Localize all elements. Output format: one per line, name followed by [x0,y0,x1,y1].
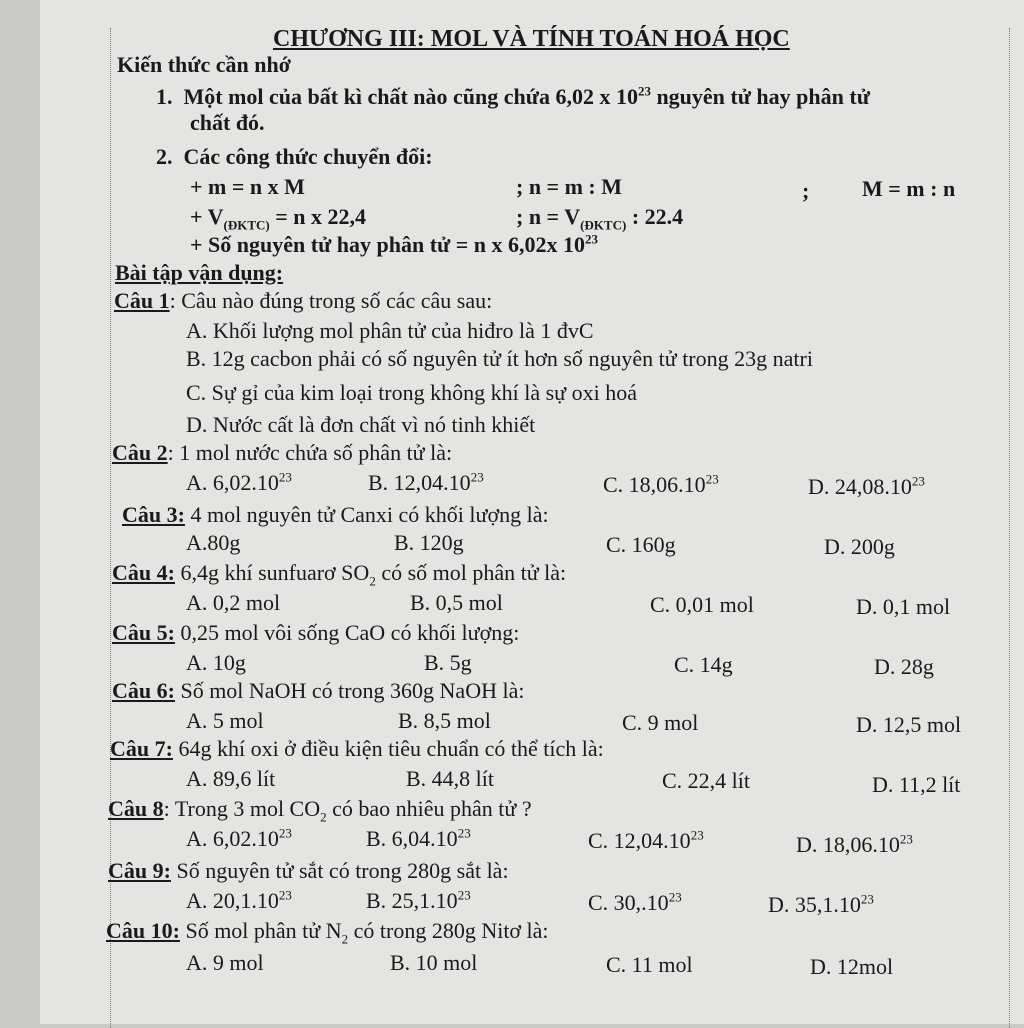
q1-option-a: A. Khối lượng mol phân tử của hiđro là 1 đvC [186,318,594,343]
formula-mol-volume: ; $n = V_{(ĐKTC)}$ : 22.4 [516,204,684,233]
question-8: Câu 8: Trong 3 mol $CO_2$ có bao nhiêu phân tử ? [108,796,532,825]
question-3: Câu 3: 4 mol nguyên tử Canxi có khối lượng là: [122,502,549,527]
question-4: Câu 4: 6,4g khí sunfuarơ $SO_2$ có số mol phân tử là: [112,560,567,589]
q2-option-a: A. 6,02.10$^{23}$ [186,469,292,495]
q10-option-a: A. 9 mol [186,950,264,975]
q8-option-a: A. 6,02.10$^{23}$ [186,825,292,851]
q3-option-a: A.80g [186,530,241,555]
q2-option-b: B. 12,04.10$^{23}$ [368,469,484,495]
q7-option-b: B. 44,8 lít [406,766,495,791]
formula-mol: ; n = m : M [516,174,623,199]
question-6: Câu 6: Số mol NaOH có trong 360g NaOH là: [112,678,525,703]
q4-option-b: B. 0,5 mol [410,590,503,615]
q4-option-a: A. 0,2 mol [186,590,281,615]
theory-item-1-cont: chất đó. [190,110,265,135]
q7-option-c: C. 22,4 lít [662,768,751,793]
q2-option-c: C. 18,06.10$^{23}$ [603,471,719,497]
q4-option-d: D. 0,1 mol [856,594,951,619]
q6-option-a: A. 5 mol [186,708,264,733]
q10-option-b: B. 10 mol [390,950,478,975]
formula-mass: + m = n x M [190,174,305,199]
q6-option-c: C. 9 mol [622,710,699,735]
document-page [40,0,1024,1024]
question-5: Câu 5: 0,25 mol vôi sống CaO có khối lượng: [112,620,520,645]
question-9: Câu 9: Số nguyên tử sắt có trong 280g sắt là: [108,858,509,883]
formula-particles: + Số nguyên tử hay phân tử = n x 6,02x $10^{23}$ [190,231,599,257]
q4-option-c: C. 0,01 mol [650,592,754,617]
exercise-heading: Bài tập vận dụng: [115,260,284,285]
q8-option-d: D. 18,06.10$^{23}$ [796,831,913,857]
theory-heading: Kiến thức cần nhớ [117,52,291,77]
question-7: Câu 7: 64g khí oxi ở điều kiện tiêu chuẩn có thể tích là: [110,736,604,761]
theory-item-1: 1. Một mol của bất kì chất nào cũng chứa 6,02 x $10^{23}$ nguyên tử hay phân tử [156,83,870,109]
q1-option-d: D. Nước cất là đơn chất vì nó tinh khiết [186,412,536,437]
theory-item-2: 2. Các công thức chuyển đổi: [156,144,433,169]
q8-option-c: C. 12,04.10$^{23}$ [588,827,704,853]
q6-option-b: B. 8,5 mol [398,708,491,733]
q8-option-b: B. 6,04.10$^{23}$ [366,825,471,851]
q5-option-b: B. 5g [424,650,472,675]
formula-separator: ; [802,178,810,203]
question-1: Câu 1: Câu nào đúng trong số các câu sau: [114,288,493,313]
q1-option-b: B. 12g cacbon phải có số nguyên tử ít hơn số nguyên tử trong 23g natri [186,346,813,371]
q9-option-b: B. 25,1.10$^{23}$ [366,887,471,913]
q5-option-a: A. 10g [186,650,246,675]
q9-option-d: D. 35,1.10$^{23}$ [768,891,874,917]
q5-option-d: D. 28g [874,654,934,679]
q5-option-c: C. 14g [674,652,733,677]
q7-option-d: D. 11,2 lít [872,772,961,797]
q1-option-c: C. Sự gỉ của kim loại trong không khí là sự oxi hoá [186,380,637,405]
q6-option-d: D. 12,5 mol [856,712,962,737]
q9-option-c: C. 30,.10$^{23}$ [588,889,682,915]
q2-option-d: D. 24,08.10$^{23}$ [808,473,925,499]
q3-option-d: D. 200g [824,534,895,559]
question-10: Câu 10: Số mol phân tử $N_2$ có trong 280g Nitơ là: [106,918,549,947]
page-title: CHƯƠNG III: MOL VÀ TÍNH TOÁN HOÁ HỌC [273,26,790,52]
q9-option-a: A. 20,1.10$^{23}$ [186,887,292,913]
q10-option-c: C. 11 mol [606,952,693,977]
formula-molar-mass: M = m : n [862,176,956,201]
q3-option-c: C. 160g [606,532,676,557]
q3-option-b: B. 120g [394,530,464,555]
formula-volume: + $V_{(ĐKTC)} = n$ x 22,4 [190,204,367,233]
question-2: Câu 2: 1 mol nước chứa số phân tử là: [112,440,453,465]
q7-option-a: A. 89,6 lít [186,766,276,791]
q10-option-d: D. 12mol [810,954,894,979]
